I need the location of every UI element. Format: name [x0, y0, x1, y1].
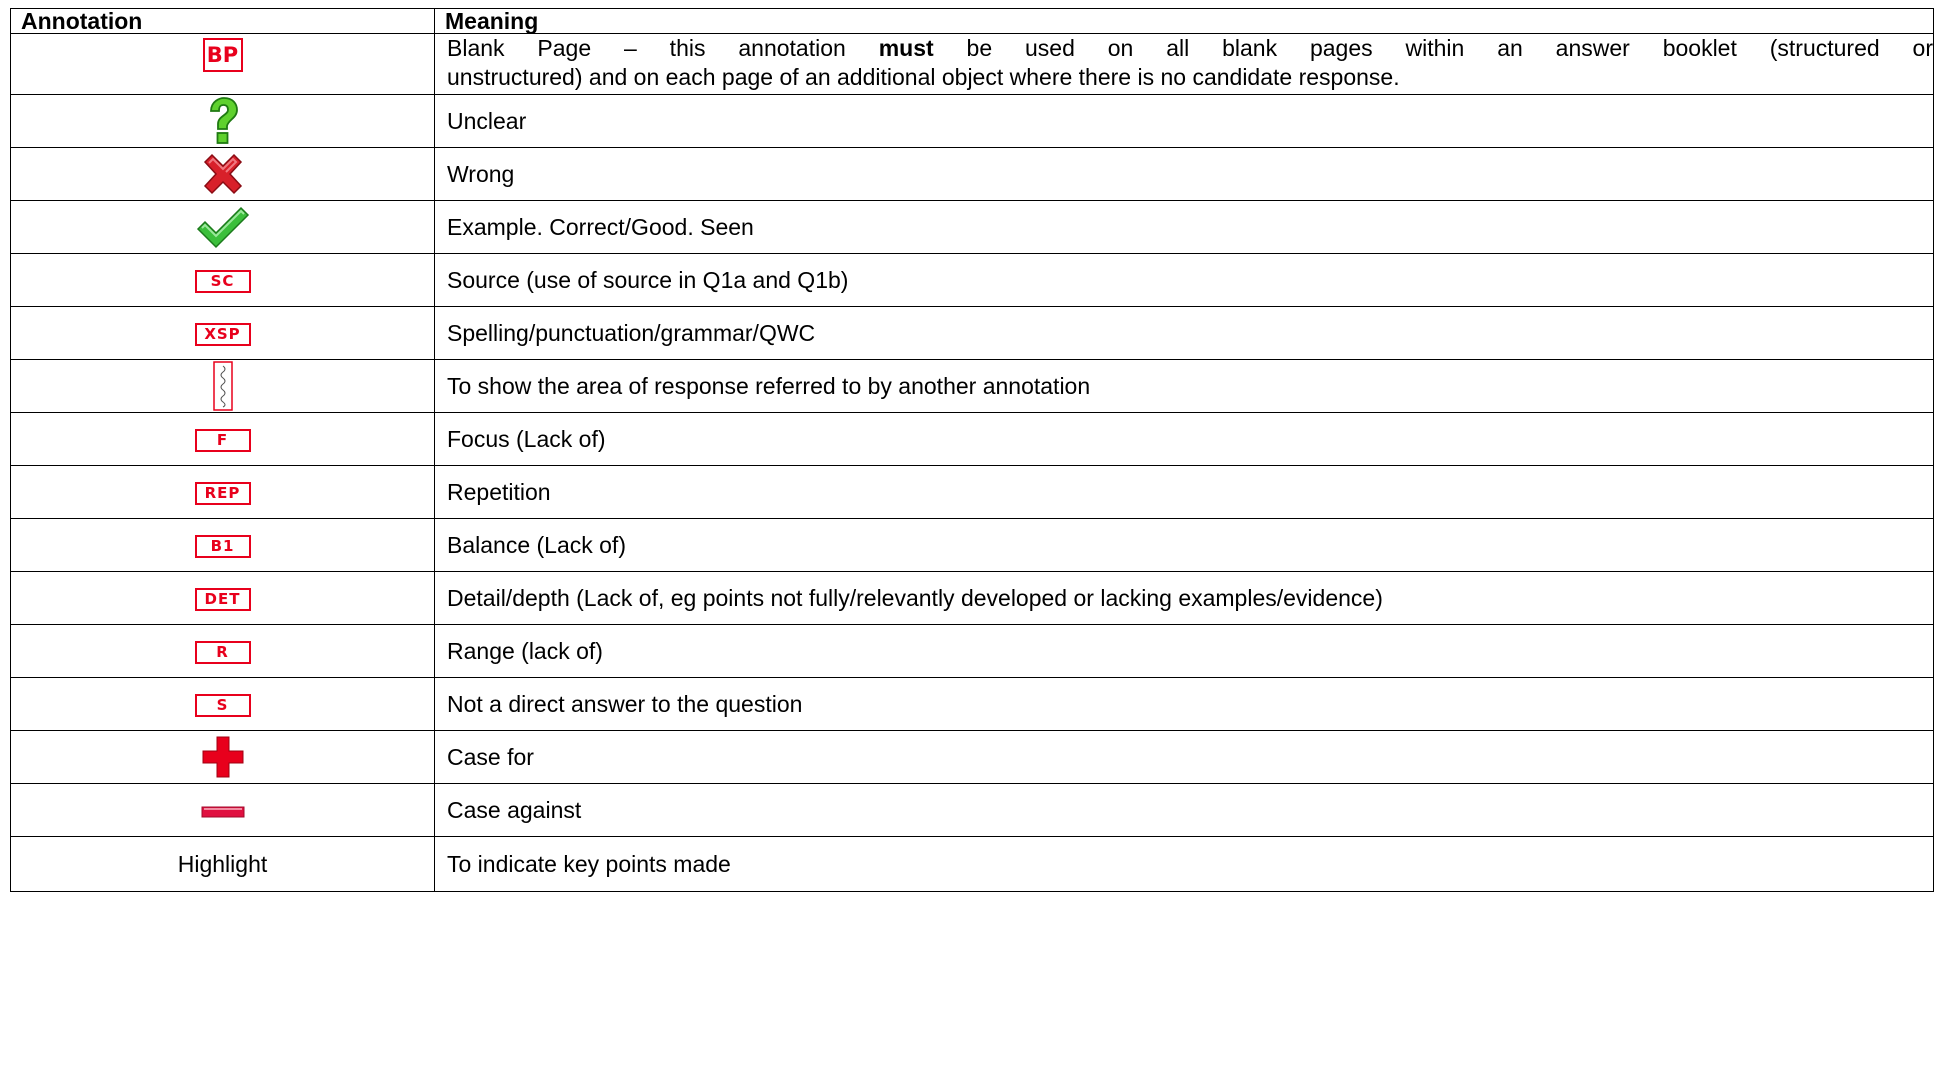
meaning-cell: Example. Correct/Good. Seen [435, 201, 1934, 254]
meaning-cell: Not a direct answer to the question [435, 678, 1934, 731]
table-row [11, 572, 1934, 625]
meaning-cell: Balance (Lack of) [435, 519, 1934, 572]
rep-stamp-icon: REP [195, 482, 251, 505]
meaning-cell: Case against [435, 784, 1934, 837]
meaning-cell: Range (lack of) [435, 625, 1934, 678]
table-row [11, 519, 1934, 572]
table-row [11, 360, 1934, 413]
meaning-cell: Source (use of source in Q1a and Q1b) [435, 254, 1934, 307]
s-stamp-icon: S [195, 694, 251, 717]
table-row [11, 148, 1934, 201]
table-row [11, 837, 1934, 892]
xsp-stamp-icon: XSP [195, 323, 251, 346]
table-row [11, 201, 1934, 254]
b1-stamp-icon: B1 [195, 535, 251, 558]
meaning-cell: Blank Page – this annotation must be used on all blank pages within an answer booklet (structured or unstructured) and on each page of an additional object where there is no candidate response. [435, 34, 1934, 95]
sc-stamp-icon: SC [195, 270, 251, 293]
table-row [11, 625, 1934, 678]
meaning-cell: Repetition [435, 466, 1934, 519]
bp-stamp-icon: BP [203, 38, 243, 72]
table-row [11, 95, 1934, 148]
table-row [11, 307, 1934, 360]
meaning-cell: Spelling/punctuation/grammar/QWC [435, 307, 1934, 360]
meaning-cell: Unclear [435, 95, 1934, 148]
meaning-cell: Focus (Lack of) [435, 413, 1934, 466]
plus-icon [202, 736, 244, 778]
minus-icon [201, 806, 245, 818]
meaning-cell: Detail/depth (Lack of, eg points not fully/relevantly developed or lacking examples/evidence) [435, 572, 1934, 625]
meaning-cell: Wrong [435, 148, 1934, 201]
r-stamp-icon: R [195, 641, 251, 664]
table-row [11, 254, 1934, 307]
table-row [11, 678, 1934, 731]
highlight-label: Highlight [11, 837, 435, 892]
table-row [11, 466, 1934, 519]
meaning-cell: To indicate key points made [435, 837, 1934, 892]
question-mark-icon [206, 97, 240, 145]
header-annotation: Annotation [11, 9, 435, 34]
table-row [11, 34, 1934, 95]
annotations-table [10, 8, 1934, 892]
meaning-cell: To show the area of response referred to by another annotation [435, 360, 1934, 413]
det-stamp-icon: DET [195, 588, 251, 611]
squiggle-line-icon [213, 361, 233, 411]
table-row [11, 731, 1934, 784]
meaning-cell: Case for [435, 731, 1934, 784]
table-row [11, 413, 1934, 466]
cross-icon [201, 153, 245, 195]
f-stamp-icon: F [195, 429, 251, 452]
tick-icon [196, 205, 250, 249]
header-meaning: Meaning [435, 9, 1934, 34]
table-row [11, 784, 1934, 837]
table-header-row [11, 9, 1934, 34]
